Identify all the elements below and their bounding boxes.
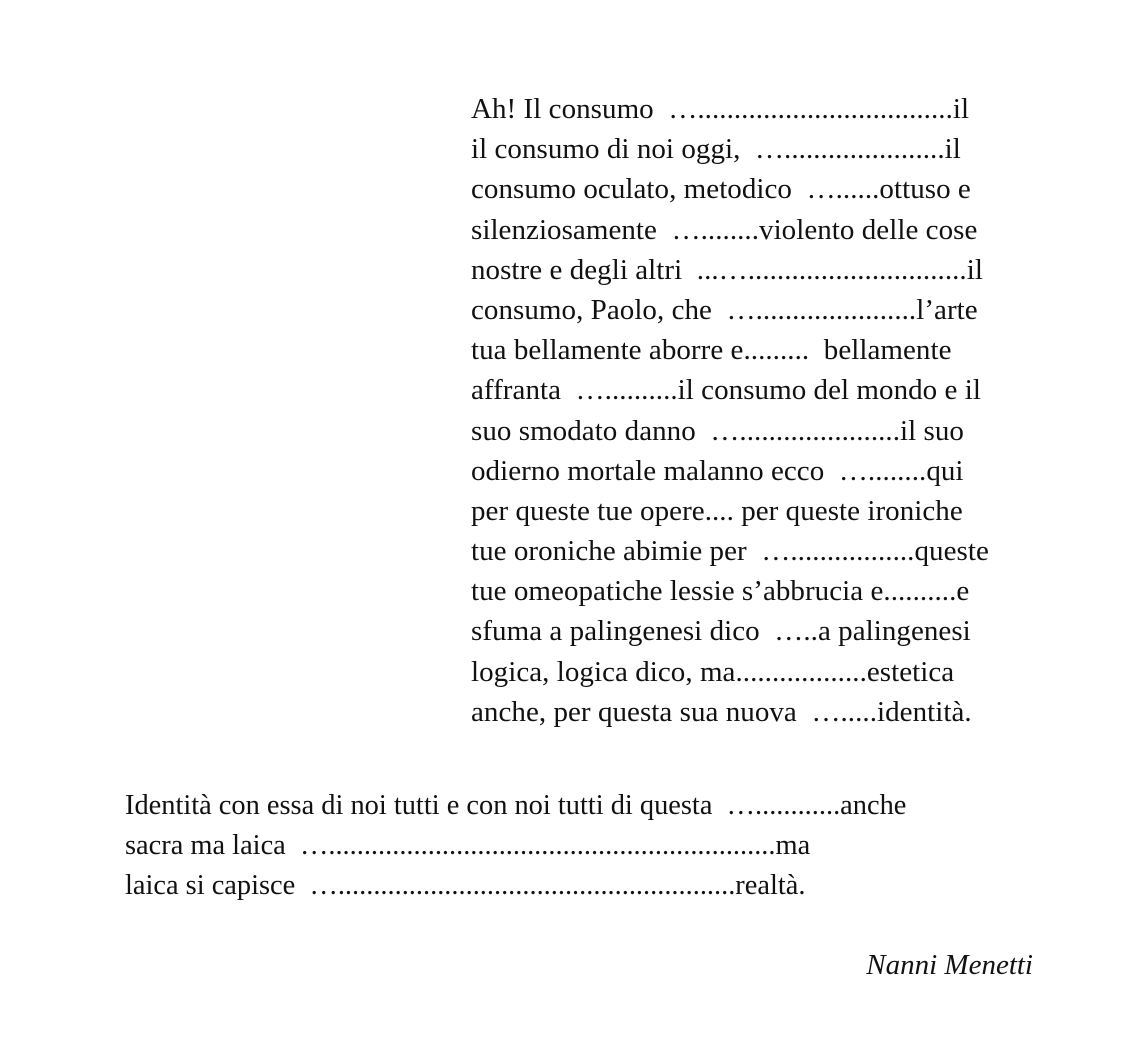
verse-line: consumo oculato, metodico …......ottuso e bbox=[471, 173, 971, 206]
verse-line: logica, logica dico, ma..................estetica bbox=[471, 655, 955, 688]
poem-coda bbox=[125, 786, 1045, 906]
poem-stanza bbox=[471, 89, 1051, 732]
verse-line: il consumo di noi oggi, …......................il bbox=[471, 133, 961, 166]
verse-line: Ah! Il consumo …...................................il bbox=[471, 93, 970, 125]
verse-line: anche, per questa sua nuova ….....identità. bbox=[471, 695, 972, 728]
verse-line: odierno mortale malanno ecco …........qui bbox=[471, 454, 964, 487]
coda-line: Identità con essa di noi tutti e con noi tutti di questa …............anche bbox=[125, 790, 907, 821]
verse-line: suo smodato danno …......................il suo bbox=[471, 414, 964, 447]
verse-line: nostre e degli altri ...…..............................il bbox=[471, 253, 983, 286]
verse-line: silenziosamente …........violento delle cose bbox=[471, 213, 978, 246]
author-signature: Nanni Menetti bbox=[866, 949, 1033, 981]
coda-line: sacra ma laica …...............................................................ma bbox=[125, 830, 811, 861]
verse-line: sfuma a palingenesi dico …..a palingenesi bbox=[471, 615, 971, 648]
coda-line: laica si capisce …........................................................realtà. bbox=[125, 870, 806, 901]
verse-line: tue omeopatiche lessie s’abbrucia e..........e bbox=[471, 575, 970, 608]
verse-line: per queste tue opere.... per queste ironiche bbox=[471, 494, 963, 527]
verse-line: affranta …..........il consumo del mondo e il bbox=[471, 374, 981, 407]
verse-line: tue oroniche abimie per ….................queste bbox=[471, 535, 989, 568]
verse-line: tua bellamente aborre e......... bellamente bbox=[471, 334, 952, 367]
verse-line: consumo, Paolo, che …......................l’arte bbox=[471, 293, 978, 326]
